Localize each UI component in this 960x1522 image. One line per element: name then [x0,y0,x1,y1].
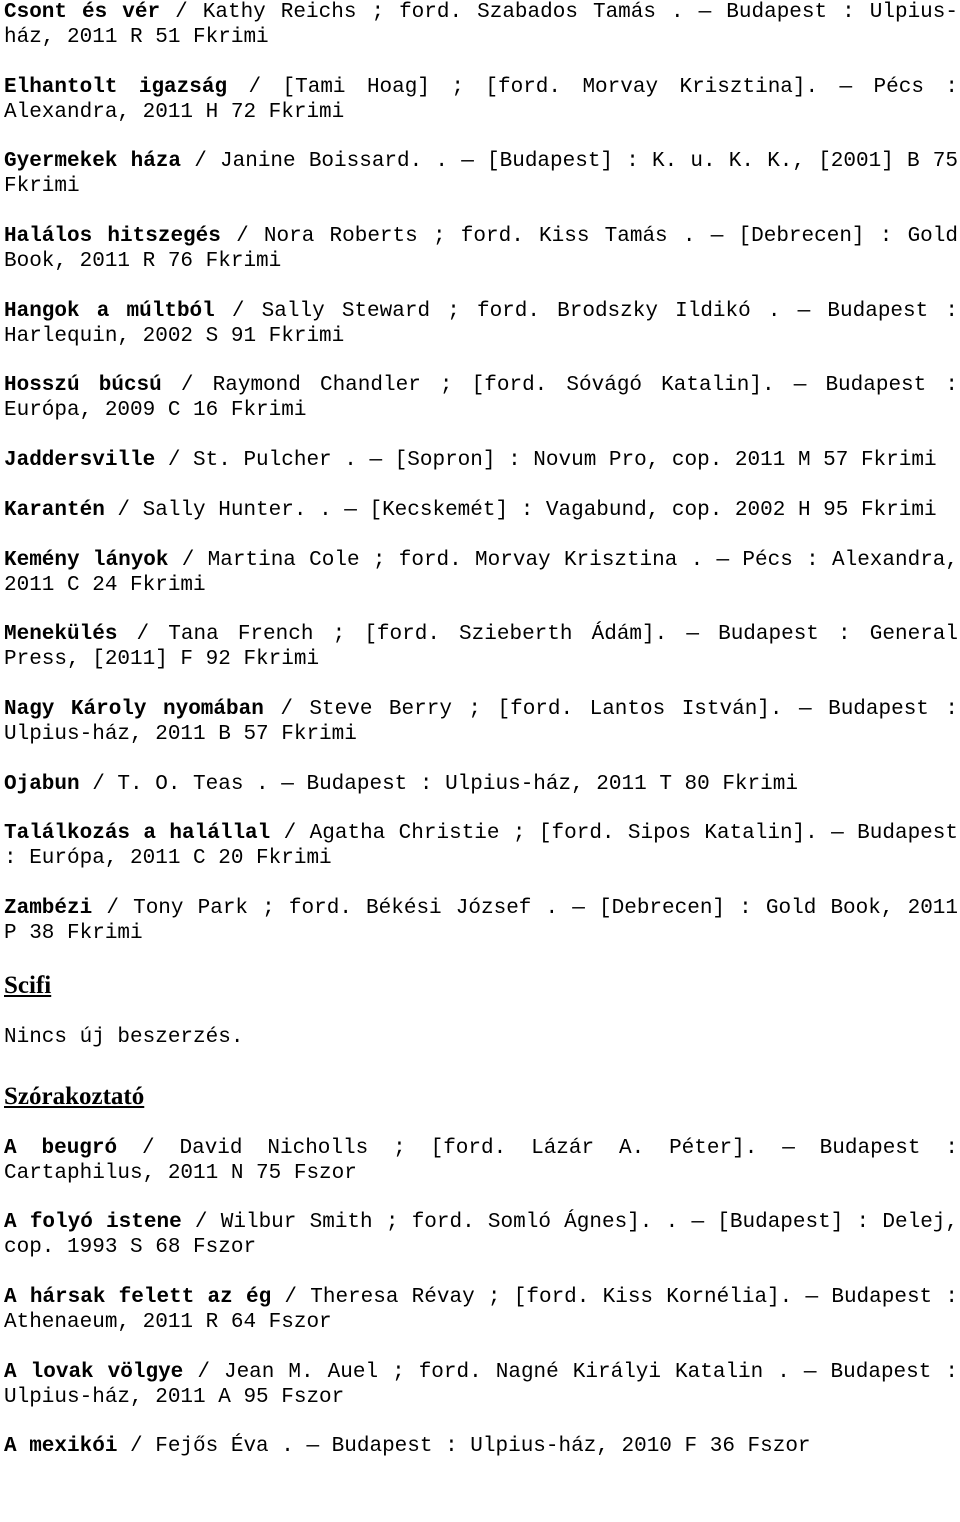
book-details: / Steve Berry ; [ford. Lantos István]. — Budapest : Ulpius-ház, 2011 B 57 Fkrimi [4,697,959,746]
book-details: / David Nicholls ; [ford. Lázár A. Péter]. — Budapest : Cartaphilus, 2011 N 75 Fszor [4,1136,958,1185]
book-entry [4,548,958,598]
krimi-list [4,0,958,946]
book-details: / St. Pulcher . — [Sopron] : Novum Pro, cop. 2011 M 57 Fkrimi [155,449,937,473]
book-details: / Raymond Chandler ; [ford. Sóvágó Katalin]. — Budapest : Európa, 2009 C 16 Fkrimi [4,374,958,423]
book-title: A folyó istene [4,1211,182,1235]
book-entry [4,772,958,797]
book-entry [4,299,958,349]
book-entry [4,224,958,274]
book-entry [4,896,958,946]
book-details: / Kathy Reichs ; ford. Szabados Tamás . — Budapest : Ulpius-ház, 2011 R 51 Fkrimi [4,1,958,49]
book-title: A beugró [4,1136,118,1160]
book-entry [4,1360,958,1410]
book-title: Kemény lányok [4,548,169,572]
book-title: Csont és vér [4,1,161,24]
book-title: Menekülés [4,623,118,647]
book-details: / Wilbur Smith ; ford. Somló Ágnes]. . — [Budapest] : Delej, cop. 1993 S 68 Fszor [4,1211,958,1260]
book-entry [4,821,958,871]
book-details: / T. O. Teas . — Budapest : Ulpius-ház, 2011 T 80 Fkrimi [79,772,798,796]
book-title: Jaddersville [4,449,156,473]
book-details: / Nora Roberts ; ford. Kiss Tamás . — [Debrecen] : Gold Book, 2011 R 76 Fkrimi [4,225,958,274]
book-title: A mexikói [4,1435,118,1459]
book-details: / Sally Hunter. . — [Kecskemét] : Vagabund, cop. 2002 H 95 Fkrimi [104,498,937,522]
section-heading-szorakoztato: Szórakoztató [4,1082,145,1110]
book-title: Hangok a múltból [4,299,215,323]
book-title: Zambézi [4,896,93,920]
book-details: / Tana French ; [ford. Szieberth Ádám]. — Budapest : General Press, [2011] F 92 Fkrimi [4,623,958,672]
book-title: A lovak völgye [4,1360,184,1384]
book-entry [4,448,958,473]
book-title: Találkozás a halállal [4,822,271,846]
book-entry [4,1136,958,1186]
book-title: Hosszú búcsú [4,374,162,398]
section-scifi [4,971,958,1050]
document-page [4,0,958,1484]
book-entry [4,75,958,125]
book-details: / Tony Park ; ford. Békési József . — [Debrecen] : Gold Book, 2011 P 38 Fkrimi [4,896,958,945]
book-title: A hársak felett az ég [4,1286,272,1309]
book-title: Gyermekek háza [4,150,182,174]
book-details: / Jean M. Auel ; ford. Nagné Királyi Katalin . — Budapest : Ulpius-ház, 2011 A 95 Fszor [4,1360,958,1409]
book-entry [4,498,958,523]
book-details: / Janine Boissard. . — [Budapest] : K. u. K. K., [2001] B 75 Fkrimi [4,150,958,199]
book-details: / Martina Cole ; ford. Morvay Krisztina . — Pécs : Alexandra, 2011 C 24 Fkrimi [4,548,959,597]
book-entry [4,149,958,199]
book-title: Elhantolt igazság [4,75,228,99]
book-title: Halálos hitszegés [4,225,221,249]
book-entry [4,1210,958,1260]
section-heading-scifi: Scifi [4,971,52,999]
book-details: / Sally Steward ; ford. Brodszky Ildikó . — Budapest : Harlequin, 2002 S 91 Fkrimi [4,299,958,348]
book-entry [4,697,958,747]
book-title: Karantén [4,498,105,522]
book-entry [4,1434,958,1459]
book-title: Nagy Károly nyomában [4,697,264,721]
book-details: / Theresa Révay ; [ford. Kiss Kornélia]. — Budapest : Athenaeum, 2011 R 64 Fszor [4,1286,958,1334]
book-title: Ojabun [4,772,80,796]
book-entry [4,0,958,50]
scifi-note: Nincs új beszerzés. [4,1025,244,1049]
book-entry [4,1285,958,1335]
book-details: / Agatha Christie ; [ford. Sipos Katalin]. — Budapest : Európa, 2011 C 20 Fkrimi [4,822,958,871]
book-details: / [Tami Hoag] ; [ford. Morvay Krisztina]. — Pécs : Alexandra, 2011 H 72 Fkrimi [4,75,958,124]
book-entry [4,622,958,672]
book-details: / Fejős Éva . — Budapest : Ulpius-ház, 2010 F 36 Fszor [117,1435,811,1459]
section-szorakoztato [4,1082,958,1460]
book-entry [4,373,958,423]
